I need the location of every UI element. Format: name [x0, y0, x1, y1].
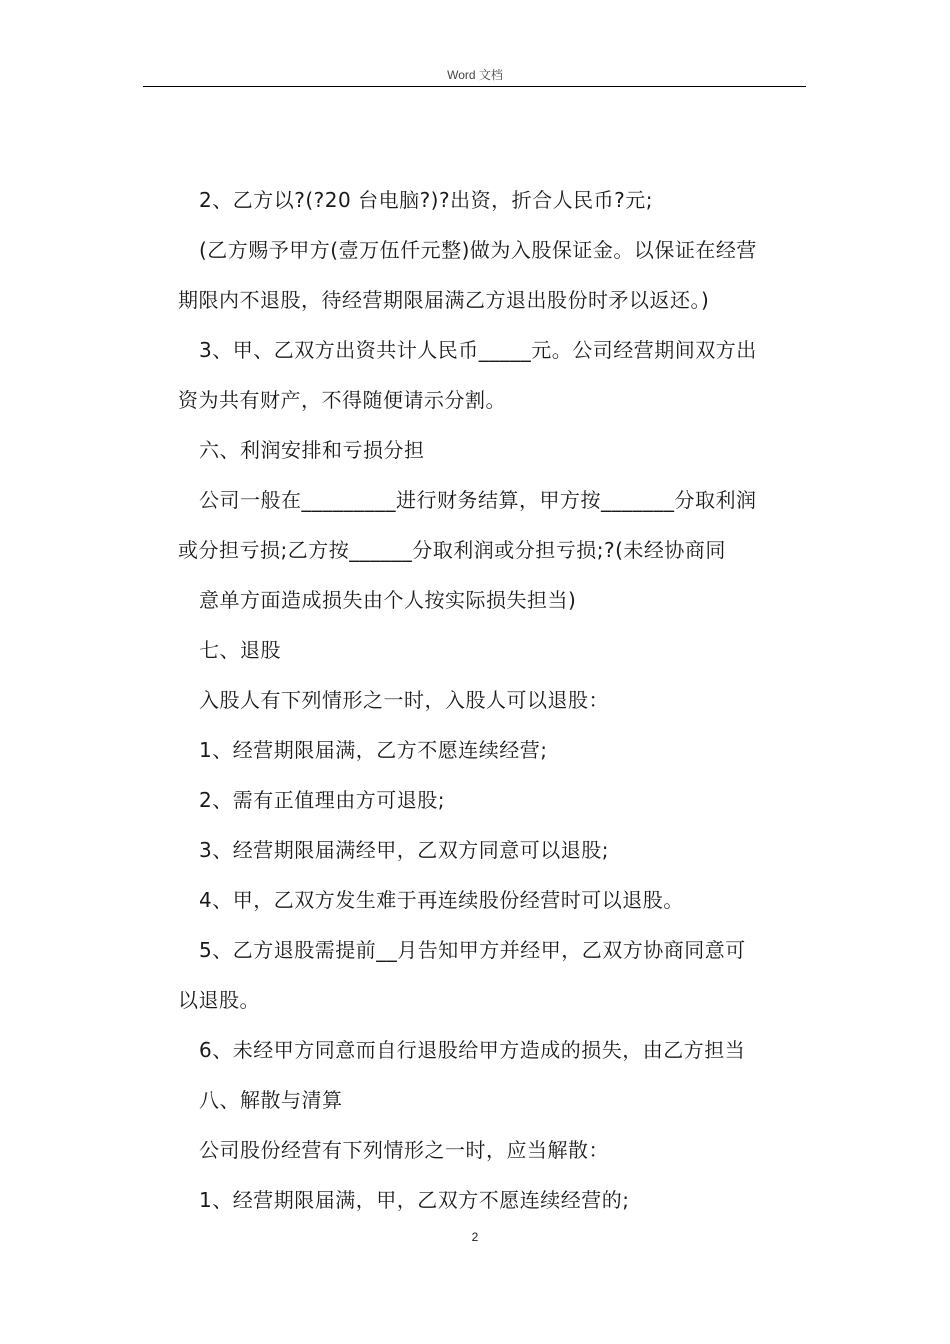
section-heading: 七、退股: [199, 638, 281, 662]
paragraph-line: (乙方赐予甲方(壹万伍仟元整)做为入股保证金。以保证在经营: [199, 238, 757, 262]
paragraph-line: 公司一般在_________进行财务结算，甲方按_______分取利润: [199, 488, 757, 512]
list-item: 1、经营期限届满，乙方不愿连续经营;: [199, 738, 548, 762]
paragraph-line: 2、乙方以?(?20 台电脑?)?出资，折合人民币?元;: [199, 188, 653, 212]
paragraph-line: 或分担亏损;乙方按______分取利润或分担亏损;?(未经协商同: [178, 538, 726, 562]
list-item: 5、乙方退股需提前__月告知甲方并经甲，乙双方协商同意可: [199, 938, 746, 962]
paragraph-line: 公司股份经营有下列情形之一时，应当解散：: [199, 1138, 609, 1162]
paragraph-line: 期限内不退股，待经营期限届满乙方退出股份时矛以返还。): [178, 288, 710, 312]
page-header-title: Word 文档: [447, 68, 503, 82]
list-item-continuation: 以退股。: [178, 988, 260, 1012]
section-heading: 八、解散与清算: [199, 1088, 343, 1112]
list-item: 6、未经甲方同意而自行退股给甲方造成的损失，由乙方担当: [199, 1038, 746, 1062]
list-item: 1、经营期限届满，甲，乙双方不愿连续经营的;: [199, 1188, 630, 1212]
paragraph-line: 入股人有下列情形之一时，入股人可以退股：: [199, 688, 609, 712]
section-heading: 六、利润安排和亏损分担: [199, 438, 425, 462]
paragraph-line: 意单方面造成损失由个人按实际损失担当): [199, 588, 577, 612]
list-item: 2、需有正值理由方可退股;: [199, 788, 445, 812]
paragraph-line: 资为共有财产，不得随便请示分割。: [178, 388, 506, 412]
list-item: 4、甲，乙双方发生难于再连续股份经营时可以退股。: [199, 888, 684, 912]
document-body: [178, 178, 808, 1228]
paragraph-line: 3、甲、乙双方出资共计人民币_____元。公司经营期间双方出: [199, 338, 757, 362]
page-number: 2: [471, 1230, 479, 1244]
list-item: 3、经营期限届满经甲，乙双方同意可以退股;: [199, 838, 609, 862]
header-divider: [143, 86, 806, 87]
